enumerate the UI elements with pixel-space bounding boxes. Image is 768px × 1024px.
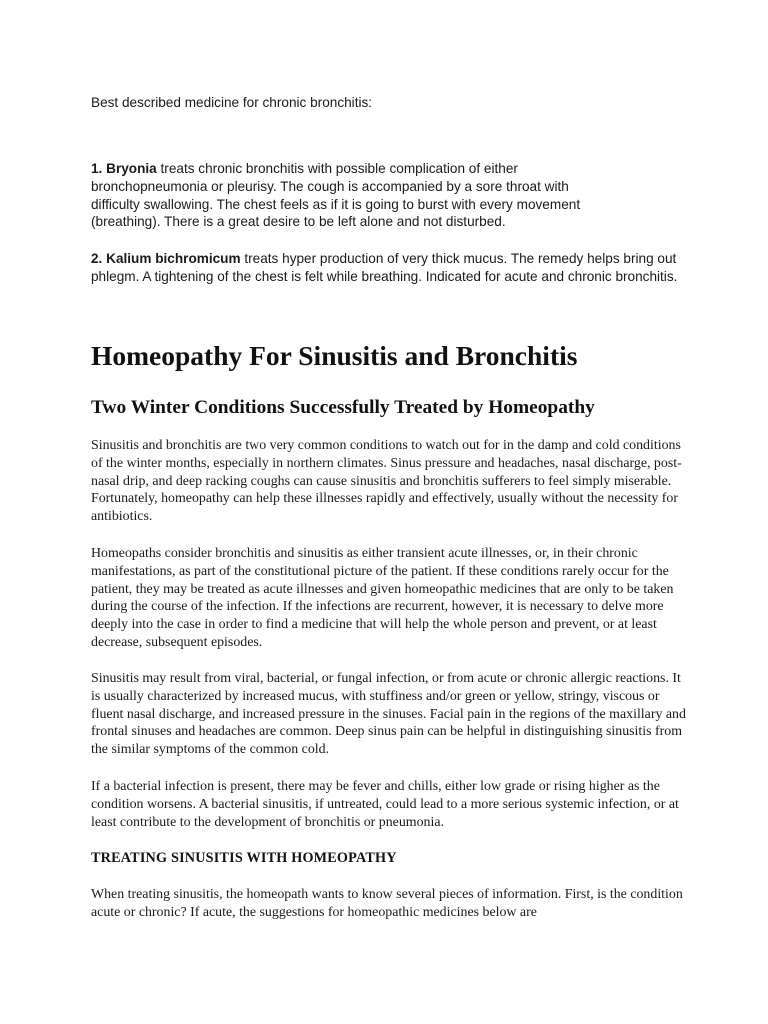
article-title: Homeopathy For Sinusitis and Bronchitis (91, 340, 578, 371)
remedy-item (91, 250, 691, 286)
article-paragraph: Sinusitis and bronchitis are two very common conditions to watch out for in the damp and cold conditions of the winter months, especially in northern climates. Sinus pressure and headaches, nasal discharge, post-nasal drip, and deep racking coughs can cause sinusitis and bronchitis sufferers to feel simply miserable. Fortunately, homeopathy can help these illnesses rapidly and effectively, usually without the necessity for antibiotics. (91, 438, 682, 525)
article-paragraph: If a bacterial infection is present, there may be fever and chills, either low grade or rising higher as the condition worsens. A bacterial sinusitis, if untreated, could lead to a more serious systemic infection, or at least contribute to the development of bronchitis or pneumonia. (91, 779, 679, 830)
remedy-name: Kalium bichromicum (106, 251, 241, 266)
article-subtitle: Two Winter Conditions Successfully Treated by Homeopathy (91, 397, 595, 418)
article-paragraph: Homeopaths consider bronchitis and sinusitis as either transient acute illnesses, or, in their chronic manifestations, as part of the constitutional picture of the patient. If these conditions rarely occur for the patient, they may be treated as acute illnesses and given homeopathic medicines that are only to be taken during the course of the infection. If the infections are recurrent, however, it is necessary to delve more deeply into the case in order to find a medicine that will help the whole person and prevent, or at least decrease, subsequent episodes. (91, 546, 674, 650)
intro-line: Best described medicine for chronic bronchitis: (91, 95, 373, 110)
section-paragraph: When treating sinusitis, the homeopath wants to know several pieces of information. First, is the condition acute or chronic? If acute, the suggestions for homeopathic medicines below are (91, 887, 683, 920)
section-heading: TREATING SINUSITIS WITH HOMEOPATHY (91, 850, 397, 866)
article-paragraph: Sinusitis may result from viral, bacterial, or fungal infection, or from acute or chronic allergic reactions. It is usually characterized by increased mucus, with stuffiness and/or green or yellow, stringy, viscous or fluent nasal discharge, and increased pressure in the sinuses. Facial pain in the regions of the maxillary and frontal sinuses and headaches are common. Deep sinus pain can be helpful in distinguishing sinusitis from the similar symptoms of the common cold. (91, 671, 686, 758)
remedy-name: Bryonia (106, 161, 157, 176)
remedy-description: treats chronic bronchitis with possible complication of either bronchopneumonia or pleurisy. The cough is accompanied by a sore throat with difficulty swallowing. The chest feels as if it is going to burst with every movement (breathing). There is a great desire to be left alone and not disturbed. (91, 161, 581, 230)
remedy-number: 1. (91, 161, 103, 176)
remedy-description: treats hyper production of very thick mucus. The remedy helps bring out phlegm. A tightening of the chest is felt while breathing. Indicated for acute and chronic bronchitis. (91, 251, 678, 284)
remedy-item (91, 160, 611, 231)
remedy-number: 2. (91, 251, 103, 266)
